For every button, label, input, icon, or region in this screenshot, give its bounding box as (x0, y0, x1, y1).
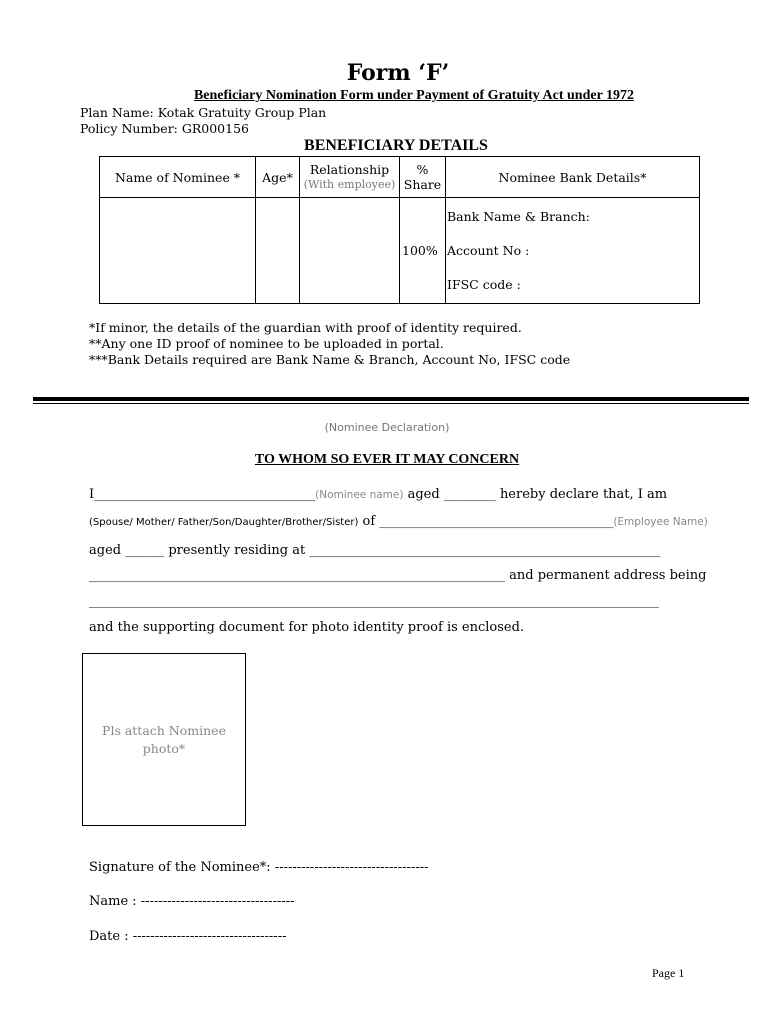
bank-name-branch-label: Bank Name & Branch: (447, 209, 590, 224)
form-title: Form ‘F’ (346, 60, 450, 86)
nominee-relationship-cell[interactable] (300, 198, 400, 304)
relationship-options: (Spouse/ Mother/ Father/Son/Daughter/Brother/Sister) (89, 517, 359, 528)
nominee-name-blank[interactable]: __________________________________ (94, 487, 316, 502)
employee-name-hint: (Employee Name) (613, 516, 708, 528)
policy-number: Policy Number: GR000156 (80, 121, 249, 136)
nominee-share-cell: 100% (400, 198, 446, 304)
nominee-bank-cell[interactable] (446, 198, 700, 304)
column-header-relationship (300, 157, 400, 198)
nominee-declaration-caption: (Nominee Declaration) (324, 421, 450, 434)
signature-line[interactable]: Signature of the Nominee*: ----------------------------------- (89, 860, 429, 875)
declaration-line-6: and the supporting document for photo identity proof is enclosed. (89, 620, 525, 635)
note-minor: *If minor, the details of the guardian with proof of identity required. (89, 320, 522, 335)
share-symbol: % (416, 162, 429, 177)
declaration-i: I (89, 487, 95, 502)
column-header-bank: Nominee Bank Details* (446, 157, 700, 198)
beneficiary-table (99, 156, 700, 304)
account-no-label: Account No : (447, 243, 530, 258)
declaration-line-1 (89, 487, 667, 502)
to-whom-heading: TO WHOM SO EVER IT MAY CONCERN (254, 452, 520, 467)
column-header-age: Age* (256, 157, 300, 198)
declaration-line-2 (89, 514, 708, 529)
nominee-age-cell[interactable] (256, 198, 300, 304)
note-id-proof: **Any one ID proof of nominee to be uploaded in portal. (89, 336, 444, 351)
nominee-name-cell[interactable] (100, 198, 256, 304)
note-bank-details: ***Bank Details required are Bank Name & Branch, Account No, IFSC code (89, 352, 571, 367)
beneficiary-details-heading: BENEFICIARY DETAILS (304, 137, 488, 154)
declaration-line-4[interactable]: ________________________________________________________________ and permanent address being (89, 568, 707, 583)
ifsc-code-label: IFSC code : (447, 277, 521, 292)
relationship-label: Relationship (309, 162, 390, 177)
name-line[interactable]: Name : ----------------------------------- (89, 894, 295, 909)
employee-name-blank[interactable]: of ____________________________________ (358, 514, 614, 529)
column-header-share (400, 157, 446, 198)
section-divider (33, 397, 749, 401)
column-header-name: Name of Nominee * (100, 157, 256, 198)
date-line[interactable]: Date : ----------------------------------- (89, 929, 287, 944)
notes (89, 320, 570, 368)
share-label: Share (403, 177, 442, 192)
section-divider-thin (33, 403, 749, 404)
beneficiary-table-header-row (100, 157, 700, 198)
nominee-photo-placeholder: Pls attach Nominee photo* (102, 723, 226, 756)
plan-name: Plan Name: Kotak Gratuity Group Plan (80, 105, 327, 120)
page-number: Page 1 (652, 966, 685, 980)
form-subtitle: Beneficiary Nomination Form under Payment of Gratuity Act under 1972 (193, 88, 635, 103)
beneficiary-table-row (100, 198, 700, 304)
declaration-line-3[interactable]: aged ______ presently residing at ______________________________________________________ (89, 543, 661, 558)
relationship-sublabel: (With employee) (303, 178, 396, 191)
nominee-name-hint: (Nominee name) (315, 489, 404, 501)
declaration-aged-text: aged ________ hereby declare that, I am (403, 487, 668, 502)
declaration-line-5[interactable]: _______________________________________________________________________________________________ (89, 594, 659, 608)
